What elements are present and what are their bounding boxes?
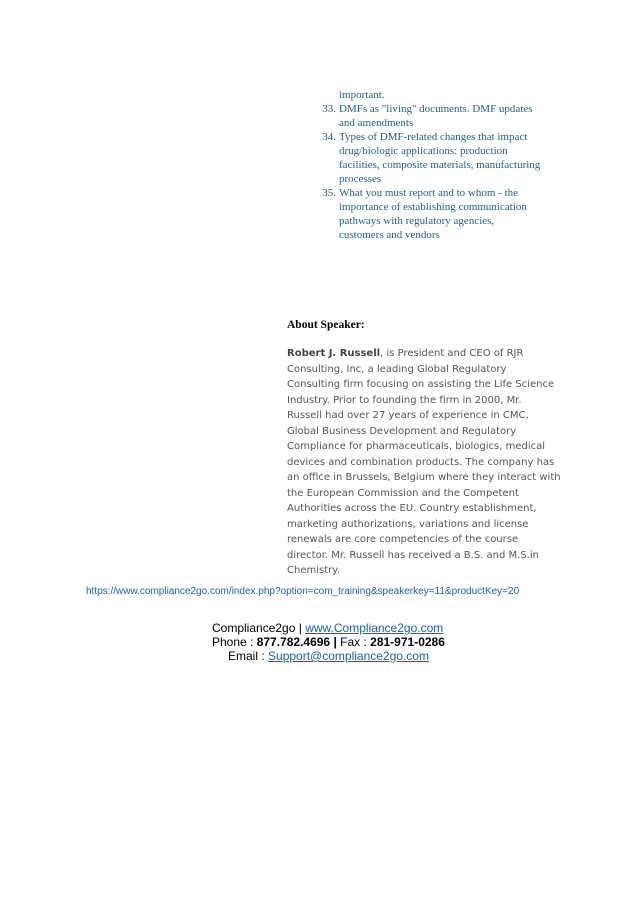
footer-email-line <box>212 649 452 663</box>
source-url-link[interactable]: https://www.compliance2go.com/index.php?option=com_training&speakerkey=11&productKey=20 <box>86 586 520 597</box>
topics-list <box>308 88 568 242</box>
contact-footer <box>212 621 452 663</box>
speaker-bio-text: , is President and CEO of RJR Consulting, Inc, a leading Global Regulatory Consulting firm focusing on assisting the Life Science Industry. Prior to founding the firm in 2000, Mr. Russell had over 27 years of experience in CMC, Global Business Development and Regulatory Compliance for pharmaceuticals, biologics, medical devices and combination products. The company has an office in Brussels, Belgium where they interact with the European Commission and the Competent Authorities across the EU. Country establishment, marketing authorizations, variations and license renewals are core competencies of the course director. Mr. Russell has received a B.S. and M.S.in Chemistry. <box>287 348 561 576</box>
fax-label: Fax : <box>340 635 371 649</box>
separator: | <box>295 621 306 635</box>
phone-label: Phone : <box>212 635 257 649</box>
list-item-text: Types of DMF-related changes that impact drug/biologic applications: production facilities, composite materials, manufacturing processes <box>339 131 541 185</box>
list-item-number: 34. <box>322 131 336 143</box>
list-item-text: DMFs as "living" documents. DMF updates and amendments <box>339 103 533 129</box>
about-speaker-heading: About Speaker: <box>287 319 365 331</box>
phone-separator: | <box>330 635 341 649</box>
list-item-number: 33. <box>322 103 336 115</box>
list-item <box>308 130 568 186</box>
fax-number: 281-971-0286 <box>370 635 445 649</box>
email-label: Email : <box>228 649 269 663</box>
footer-company-line <box>212 621 452 635</box>
list-item-continuation: important. <box>339 89 385 101</box>
speaker-bio <box>287 346 562 579</box>
list-item <box>308 186 568 242</box>
speaker-name: Robert J. Russell <box>287 348 381 359</box>
company-name: Compliance2go <box>212 621 296 635</box>
list-item-text: What you must report and to whom - the importance of establishing communication pathways with regulatory agencies, customers and vendors <box>339 187 527 241</box>
footer-phone-line <box>212 635 452 649</box>
list-item-number: 35. <box>322 187 336 199</box>
phone-number: 877.782.4696 <box>256 635 331 649</box>
email-link[interactable]: Support@compliance2go.com <box>268 649 429 663</box>
list-item <box>308 102 568 130</box>
website-link[interactable]: www.Compliance2go.com <box>305 621 444 635</box>
